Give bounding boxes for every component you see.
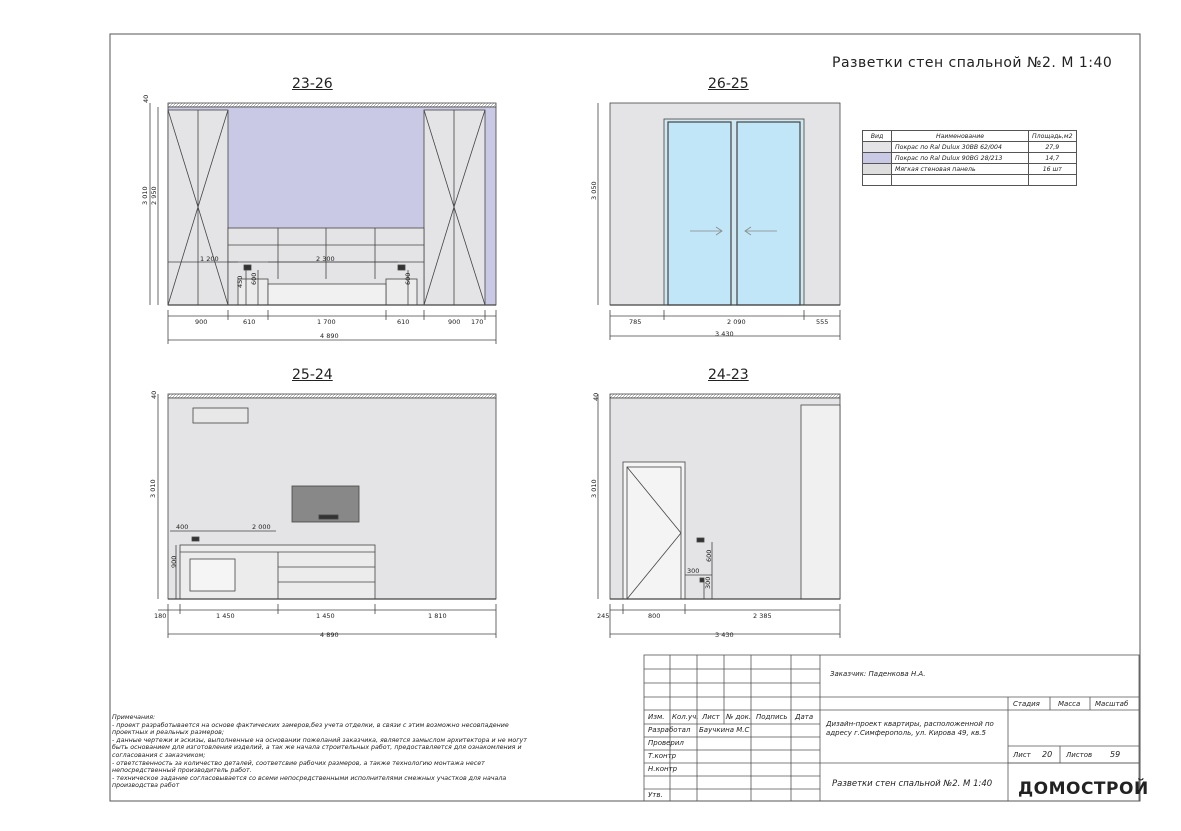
legend-value-3: 16 шт [1029,164,1077,175]
legend-swatch-3 [863,164,892,175]
dimension-label: 40 [150,390,158,399]
note-line: проектных и реальных размеров; [112,729,225,737]
note-line: - техническое задание согласовывается со всеми непосредственными исполнителями смежных участков для начала [112,774,507,782]
legend-name-3: Мягкая стеновая панель [892,164,1029,175]
dimension-label: 785 [629,318,642,326]
dimension-label: 245 [597,612,610,620]
dimension-label: 600 [404,272,412,285]
dimension-label: 3 430 [715,330,734,338]
tb-role-check: Проверил [648,739,684,747]
dimension-label: 1 810 [428,612,447,620]
dimension-label: 610 [243,318,256,326]
tb-role-approve: Утв. [648,791,663,799]
dimension-label: 170 [471,318,484,326]
legend-empty-cell [1029,175,1077,186]
tb-drawing-title: Разветки стен спальной №2. М 1:40 [832,779,993,789]
tb-hdr-date: Дата [795,713,814,721]
legend-header-view: Вид [863,131,892,142]
tb-hdr-kol: Кол.уч. [672,713,699,721]
dimension-label: 3 010 [141,186,149,205]
legend-table [862,130,1077,186]
elevation-25-24 [158,394,496,638]
note-line: согласования с заказчиком; [112,751,206,759]
dimension-label: 2 950 [150,186,158,205]
legend-swatch-2 [863,153,892,164]
dimension-label: 3 010 [149,479,157,498]
dimension-label: 4 890 [320,631,339,639]
notes-block [112,714,632,790]
view-title-25-24: 25-24 [292,367,333,383]
elevation-23-26 [150,103,496,344]
tb-sheets-label: Листов [1066,751,1093,759]
dimension-label: 1 450 [316,612,335,620]
note-line: производства работ [112,782,180,790]
tb-project-line2: адресу г.Симферополь, ул. Кирова 49, кв.5 [826,729,986,737]
tb-hdr-izm: Изм. [648,713,665,721]
legend-name-2: Покрас по Ral Dulux 90BG 28/213 [892,153,1029,164]
dimension-label: 40 [142,94,150,103]
dimension-label: 600 [705,549,713,562]
note-line: - данные чертежи и эскизы, выполненные на основании пожеланий заказчика, является замыслом архитектора и не могут [112,736,527,744]
tb-hdr-doc: № док. [726,713,752,721]
dimension-label: 610 [397,318,410,326]
tb-developer: Баучкина М.С [699,726,750,734]
legend-value-2: 14,7 [1029,153,1077,164]
company-logo: ДОМОСТРОЙ [1018,779,1149,799]
dimension-label: 3 430 [715,631,734,639]
tb-project-line1: Дизайн-проект квартиры, расположенной по [826,720,994,728]
view-title-23-26: 23-26 [292,76,333,92]
dimension-label: 2 000 [252,523,271,531]
dimension-label: 4 890 [320,332,339,340]
tb-role-tcontr: Т.контр [648,752,677,760]
note-line: быть основанием для изготовления изделий, а так же начала строительных работ, предоставляется для ознакомления и [112,744,522,752]
note-line: - проект разработывается на основе фактических замеров,без учета отделки, в связи с этим возможно несовпадение [112,721,509,729]
tb-sheet-number: 20 [1042,750,1053,759]
note-line: непосредственный производитель работ. [112,767,252,775]
dimension-label: 555 [816,318,829,326]
dimension-label: 2 090 [727,318,746,326]
elevation-24-23 [598,394,840,638]
tb-hdr-list: Лист [702,713,720,721]
legend-value-1: 27,9 [1029,142,1077,153]
dimension-label: 300 [687,567,700,575]
tb-mass: Масса [1058,700,1081,708]
dimension-label: 300 [704,576,712,589]
tb-scale: Масштаб [1095,700,1129,708]
legend-swatch-1 [863,142,892,153]
dimension-label: 450 [236,275,244,288]
legend-empty-cell [863,175,892,186]
note-line: - ответственность за количество деталей, соответсвие рабочих размеров, а также технологию монтажа несет [112,759,485,767]
view-title-26-25: 26-25 [708,76,749,92]
tb-role-dev: Разработал [648,726,691,734]
dimension-label: 2 385 [753,612,772,620]
dimension-label: 400 [176,523,189,531]
tb-customer: Заказчик: Паденкова Н.А. [830,670,926,678]
elevation-26-25 [598,103,840,340]
dimension-label: 600 [250,272,258,285]
dimension-label: 180 [154,612,167,620]
view-title-24-23: 24-23 [708,367,749,383]
dimension-label: 900 [170,555,178,568]
dimension-label: 900 [448,318,461,326]
tb-stage: Стадия [1013,700,1040,708]
tb-hdr-sign: Подпись [756,713,788,721]
dimension-label: 800 [648,612,661,620]
legend-empty-cell [892,175,1029,186]
legend-header-area: Площадь,м2 [1029,131,1077,142]
tb-sheets-number: 59 [1110,750,1121,759]
legend-name-1: Покрас по Ral Dulux 30BB 62/004 [892,142,1029,153]
dimension-label: 1 700 [317,318,336,326]
note-line: Примечания: [112,714,156,721]
dimension-label: 1 450 [216,612,235,620]
dimension-label: 900 [195,318,208,326]
dimension-label: 3 050 [590,181,598,200]
tb-sheet-label: Лист [1013,751,1031,759]
dimension-label: 2 300 [316,255,335,263]
tb-role-ncontr: Н.контр [648,765,678,773]
dimension-label: 3 010 [590,479,598,498]
legend-header-name: Наименование [892,131,1029,142]
dimension-label: 40 [592,392,600,401]
sheet-title: Разветки стен спальной №2. М 1:40 [832,55,1113,71]
dimension-label: 1 200 [200,255,219,263]
